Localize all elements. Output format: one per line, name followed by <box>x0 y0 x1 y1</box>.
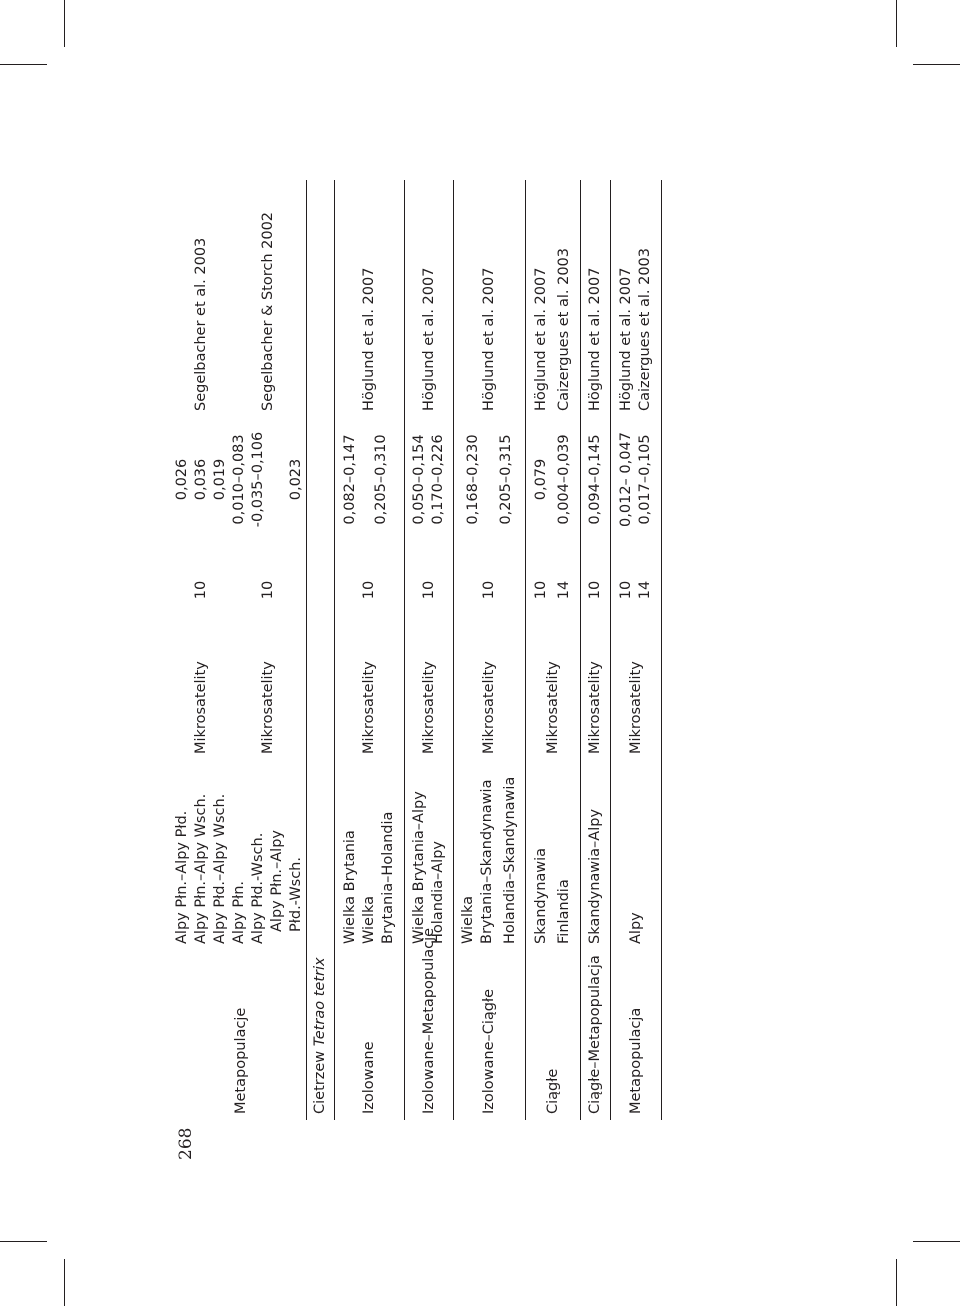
table-row: Metapopulacja Alpy Mikrosatelity 10 14 0,012– 0,047 0,017–0,105 Höglund et al. 2007 Caizergues et al. 2003 <box>611 180 662 1120</box>
table-row: Metapopulacje Alpy Płn. Alpy Płd.-Wsch. Alpy Płn.–Alpy Płd.-Wsch. Mikrosatelity 10 0,010–0,083 -0,035–0,106 0,023 Segelbacher & Storch 2002 <box>230 180 307 1120</box>
page-number: 268 <box>176 1127 196 1160</box>
crop-mark <box>896 0 897 47</box>
table-row: Alpy Płn.–Alpy Płd. Alpy Płn.–Alpy Wsch. Alpy Płd.–Alpy Wsch. Mikrosatelity 10 0,026 0,036 0,019 Segelbacher et al. 2003 <box>174 237 228 944</box>
table-row: Izolowane–Ciągłe Wielka Brytania–Skandynawia Holandia–Skandynawia Mikrosatelity 10 0,168–0,230 0,205–0,315 Höglund et al. 2007 <box>454 180 526 1120</box>
species-row: Cietrzew Tetrao tetrix <box>307 180 335 1120</box>
fst-table <box>173 180 662 1120</box>
crop-mark <box>896 1259 897 1306</box>
crop-mark <box>913 1241 960 1242</box>
rotated-table-wrapper <box>173 180 703 1120</box>
crop-mark <box>64 0 65 47</box>
table-row: Ciągłe Skandynawia Finlandia Mikrosatelity 10 14 0,079 0,004–0,039 Höglund et al. 2007 Caizergues et al. 2003 <box>526 180 581 1120</box>
crop-mark <box>64 1259 65 1306</box>
crop-mark <box>0 64 47 65</box>
table-row: Izolowane–Metapopulacje Wielka Brytania–Alpy Holandia–Alpy Mikrosatelity 10 0,050–0,154 0,170–0,226 Höglund et al. 2007 <box>405 180 454 1120</box>
crop-mark <box>913 64 960 65</box>
table-row: Ciągłe–Metapopulacja Skandynawia–Alpy Mikrosatelity 10 0,094–0,145 Höglund et al. 2007 <box>581 180 611 1120</box>
crop-mark <box>0 1241 47 1242</box>
table-row: Izolowane Wielka Brytania Wielka Brytania–Holandia Mikrosatelity 10 0,082–0,147 0,205–0,310 Höglund et al. 2007 <box>335 180 405 1120</box>
